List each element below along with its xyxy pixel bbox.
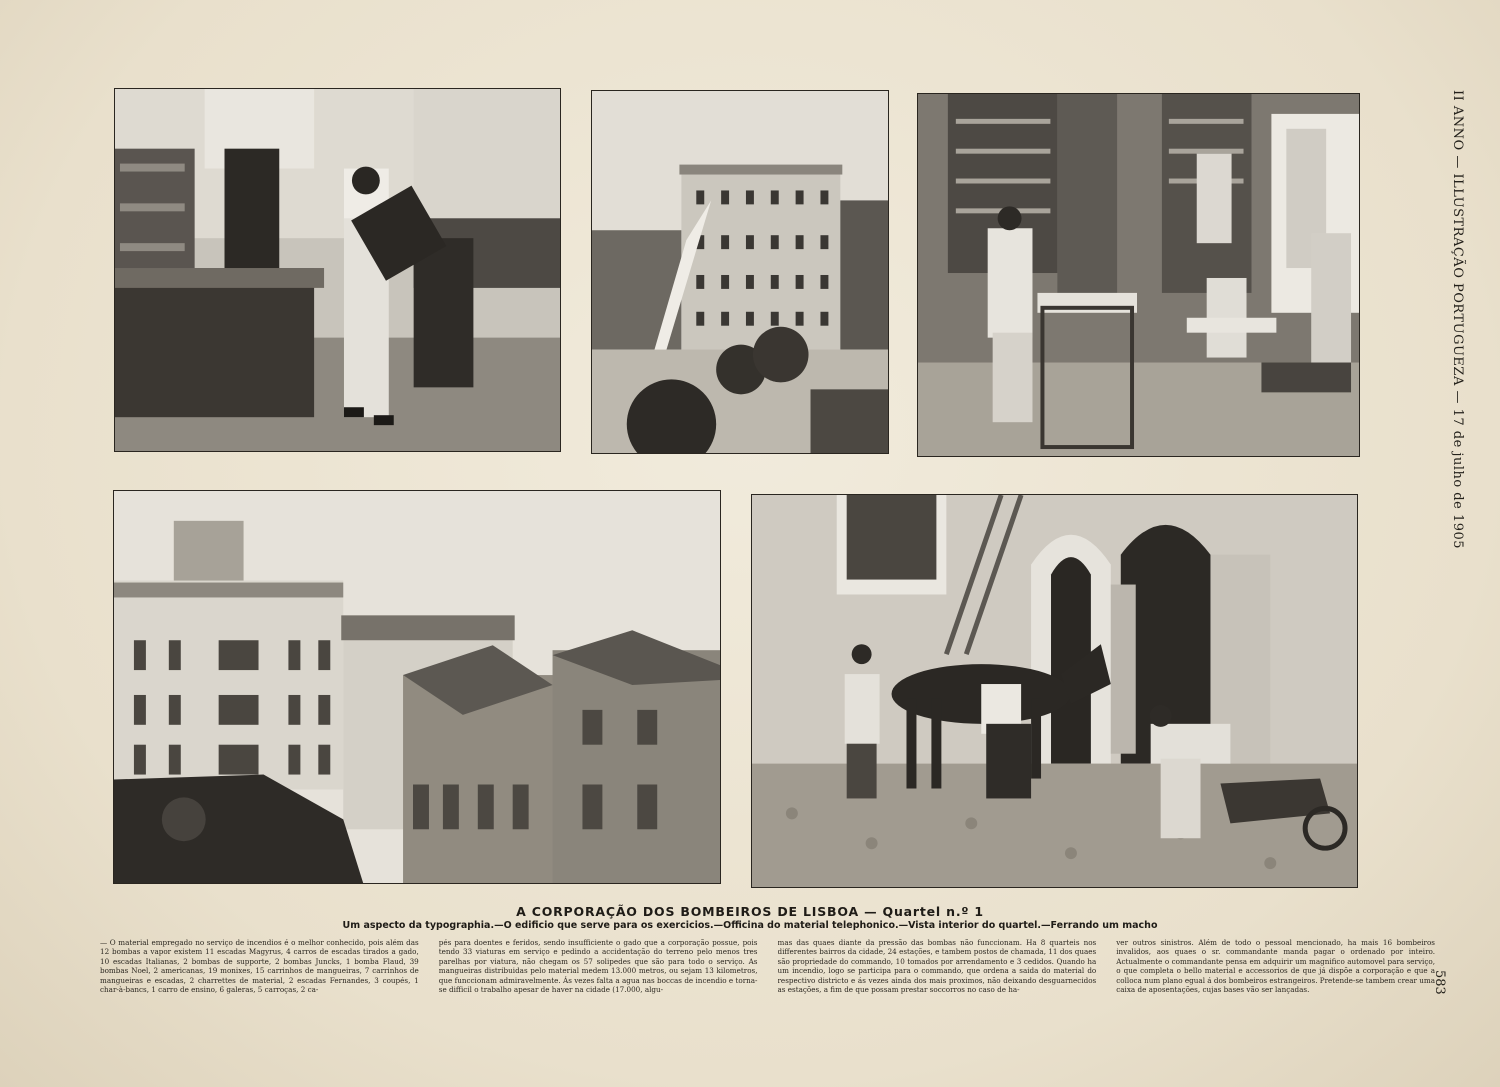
photo-typography-room [114, 88, 561, 452]
article-column-1: — O material empregado no serviço de incendios é o melhor conhecido, pois além das 12 bombas a vapor existem 11 escadas Magyrus, 4 carros de escadas tirados a gado, 10 escadas Italianas, 2 bombas de supporte, 2 bombas Juncks, 1 bomba Flaud, 39 bombas Noel, 2 americanas, 19 monixes, 15 carrinhos de mangueiras, 7 carrinhos de mangueiras e escadas, 2 charrettes de material, 2 escadas Fernandes, 3 coupés, 1 char-à-bancs, 1 carro de ensino, 6 galeras, 5 carroças, 2 ca- [100, 938, 419, 995]
photo-exercise-building [591, 90, 889, 454]
photo-barracks-interior-view [113, 490, 721, 884]
article-column-3: mas das quaes diante da pressão das bombas não funccionam. Ha 8 quarteis nos differentes bairros da cidade, 24 estações, e tambem postos de chamada, 11 dos quaes são propriedade do commando, 10 tomados por arrendamento e 3 cedidos. Quando ha um incendio, logo se participa para o commando, que ordena a saida do material do respectivo districto e ás vezes ainda dos mais proximos, não deixando desguarnecidos as estações, a fim de que possam prestar soccorros no caso de ha- [777, 938, 1097, 995]
caption-title: A CORPORAÇÃO DOS BOMBEIROS DE LISBOA — Quartel n.º 1 [516, 904, 984, 919]
article-column-4: ver outros sinistros. Além de todo o pessoal mencionado, ha mais 16 bombeiros invalidos, aos quaes o sr. commandante manda pagar o ordenado por inteiro. Actualmente o commandante pensa em adquirir um magnifico automovel para serviço, o que completa o bello material e accessorios de que já dispõe a corporação e que a colloca num plano egual á dos bombeiros estrangeiros. Pretende-se tambem crear uma caixa de aposentações, cujas bases vão ser lançadas. [1116, 938, 1435, 995]
caption-subtitle: Um aspecto da typographia.—O edificio que serve para os exercicios.—Officina do material telephonico.—Vista interior do quartel.—Ferrando um macho [342, 920, 1158, 931]
photo-shoeing-mule [751, 494, 1358, 888]
article-body [100, 938, 1435, 1068]
running-header: II ANNO — ILLUSTRAÇÃO PORTUGUEZA — 17 de julho de 1905 [1450, 90, 1465, 550]
article-column-2: pés para doentes e feridos, sendo insufficiente o gado que a corporação possue, pois tendo 33 viaturas em serviço e pedindo a accidentação do terreno pelo menos tres parelhas por viatura, não chegam os 57 solipedes que são para todo o serviço. As mangueiras distribuidas pelo material medem 13.000 metros, ou sejam 13 kilometros, que funccionam admiravelmente. Ás vezes falta a agua nas boccas de incendio e torna-se difficil o trabalho apesar de haver na cidade (17.000, algu- [438, 938, 758, 995]
page-number: 583 [1432, 970, 1447, 995]
photo-telephone-workshop [917, 93, 1360, 457]
